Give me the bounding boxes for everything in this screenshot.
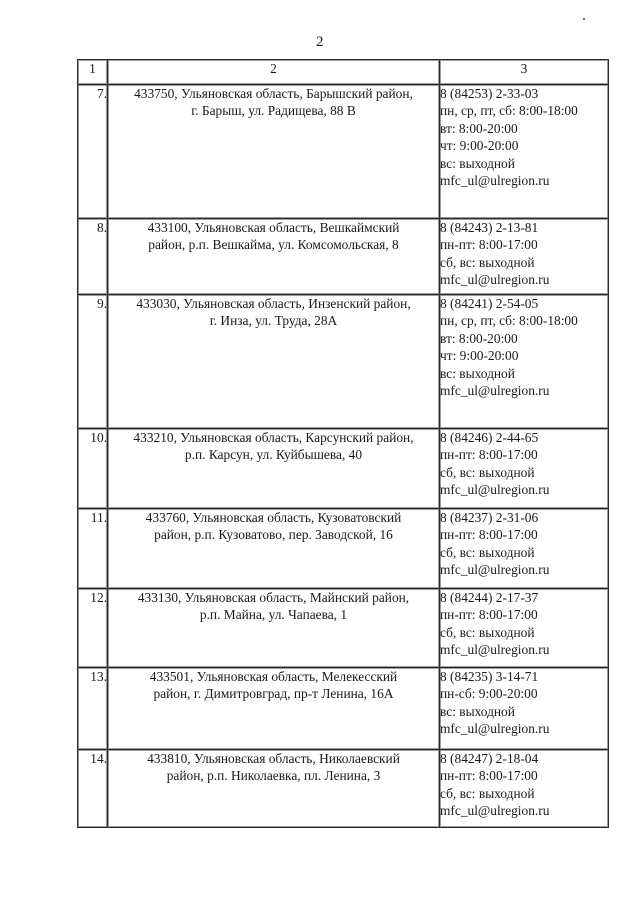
contact-line: 8 (84247) 2-18-04 [440, 751, 539, 766]
mfc-offices-table [77, 59, 609, 828]
row-number-cell: 11. [78, 509, 108, 589]
contact-line: сб, вс: выходной [440, 624, 535, 640]
address-cell [108, 295, 440, 429]
contact-line: пн-пт: 8:00-17:00 [440, 607, 538, 623]
contact-cell [440, 429, 609, 509]
contact-line: чт: 9:00-20:00 [440, 348, 519, 364]
contact-line: 8 (84235) 3-14-71 [440, 669, 539, 684]
page-number: 2 [316, 34, 324, 50]
contact-line: сб, вс: выходной [440, 785, 535, 801]
row-number-cell: 13. [78, 668, 108, 750]
address-line: 433030, Ульяновская область, Инзенский район, [136, 296, 411, 311]
contact-line: пн-сб: 9:00-20:00 [440, 686, 538, 702]
contact-line: вс: выходной [440, 155, 515, 171]
address-line: 433210, Ульяновская область, Карсунский район, [133, 430, 414, 445]
table-row [78, 295, 609, 429]
table-row [78, 589, 609, 668]
header-cell-column-2: 2 [108, 60, 440, 85]
address-line: район, р.п. Вешкайма, ул. Комсомольская, 8 [148, 237, 399, 253]
contact-line: пн-пт: 8:00-17:00 [440, 768, 538, 784]
address-line: 433760, Ульяновская область, Кузоватовский [145, 510, 402, 525]
contact-line: 8 (84246) 2-44-65 [440, 430, 539, 445]
contact-line: mfc_ul@ulregion.ru [440, 383, 550, 399]
contact-cell [440, 668, 609, 750]
contact-line: пн-пт: 8:00-17:00 [440, 527, 538, 543]
address-cell [108, 668, 440, 750]
address-line: р.п. Майна, ул. Чапаева, 1 [199, 607, 348, 623]
table-row [78, 668, 609, 750]
address-line: 433810, Ульяновская область, Николаевский [147, 751, 400, 766]
contact-line: сб, вс: выходной [440, 254, 535, 270]
address-cell [108, 429, 440, 509]
address-cell [108, 750, 440, 828]
row-number-cell: 10. [78, 429, 108, 509]
contact-line: 8 (84253) 2-33-03 [440, 86, 539, 101]
contact-cell [440, 750, 609, 828]
contact-cell [440, 589, 609, 668]
contact-line: mfc_ul@ulregion.ru [440, 272, 550, 288]
scan-speck [583, 18, 585, 20]
address-line: 433750, Ульяновская область, Барышский район, [134, 86, 413, 101]
row-number-cell: 9. [78, 295, 108, 429]
address-line: р.п. Карсун, ул. Куйбышева, 40 [184, 447, 363, 463]
table-row [78, 750, 609, 828]
contact-line: mfc_ul@ulregion.ru [440, 482, 550, 498]
contact-line: сб, вс: выходной [440, 464, 535, 480]
contact-line: 8 (84241) 2-54-05 [440, 296, 539, 311]
contact-line: mfc_ul@ulregion.ru [440, 642, 550, 658]
contact-line: пн, ср, пт, сб: 8:00-18:00 [440, 103, 578, 119]
contact-line: сб, вс: выходной [440, 544, 535, 560]
row-number-cell: 8. [78, 219, 108, 295]
contact-line: пн-пт: 8:00-17:00 [440, 447, 538, 463]
address-line: г. Барыш, ул. Радищева, 88 В [191, 103, 356, 119]
contact-line: чт: 9:00-20:00 [440, 138, 519, 154]
contact-line: mfc_ul@ulregion.ru [440, 721, 550, 737]
contact-cell [440, 295, 609, 429]
contact-cell [440, 219, 609, 295]
contact-line: 8 (84243) 2-13-81 [440, 220, 539, 235]
address-cell [108, 85, 440, 219]
header-cell-column-1: 1 [78, 60, 108, 85]
contact-cell [440, 85, 609, 219]
contact-line: mfc_ul@ulregion.ru [440, 562, 550, 578]
contact-line: пн, ср, пт, сб: 8:00-18:00 [440, 313, 578, 329]
address-line: район, р.п. Николаевка, пл. Ленина, 3 [166, 768, 381, 784]
table-row [78, 429, 609, 509]
contact-line: 8 (84237) 2-31-06 [440, 510, 539, 525]
contact-line: 8 (84244) 2-17-37 [440, 590, 539, 605]
table-row [78, 219, 609, 295]
contact-line: вт: 8:00-20:00 [440, 120, 518, 136]
row-number-cell: 7. [78, 85, 108, 219]
address-cell [108, 219, 440, 295]
row-number-cell: 12. [78, 589, 108, 668]
contact-line: пн-пт: 8:00-17:00 [440, 237, 538, 253]
address-line: район, р.п. Кузоватово, пер. Заводской, 16 [154, 527, 393, 543]
table-body [78, 85, 609, 828]
address-line: 433130, Ульяновская область, Майнский район, [137, 590, 410, 605]
address-line: г. Инза, ул. Труда, 28А [209, 313, 338, 329]
address-line: район, г. Димитровград, пр-т Ленина, 16А [153, 686, 394, 702]
header-cell-column-3: 3 [440, 60, 609, 85]
contact-line: mfc_ul@ulregion.ru [440, 803, 550, 819]
contact-line: вс: выходной [440, 703, 515, 719]
contact-line: вс: выходной [440, 365, 515, 381]
address-cell [108, 509, 440, 589]
table-row [78, 85, 609, 219]
row-number-cell: 14. [78, 750, 108, 828]
contact-line: вт: 8:00-20:00 [440, 330, 518, 346]
address-line: 433501, Ульяновская область, Мелекесский [149, 669, 398, 684]
contact-line: mfc_ul@ulregion.ru [440, 173, 550, 189]
table-header-row [78, 60, 609, 85]
table-row [78, 509, 609, 589]
contact-cell [440, 509, 609, 589]
address-line: 433100, Ульяновская область, Вешкаймский [147, 220, 400, 235]
address-cell [108, 589, 440, 668]
